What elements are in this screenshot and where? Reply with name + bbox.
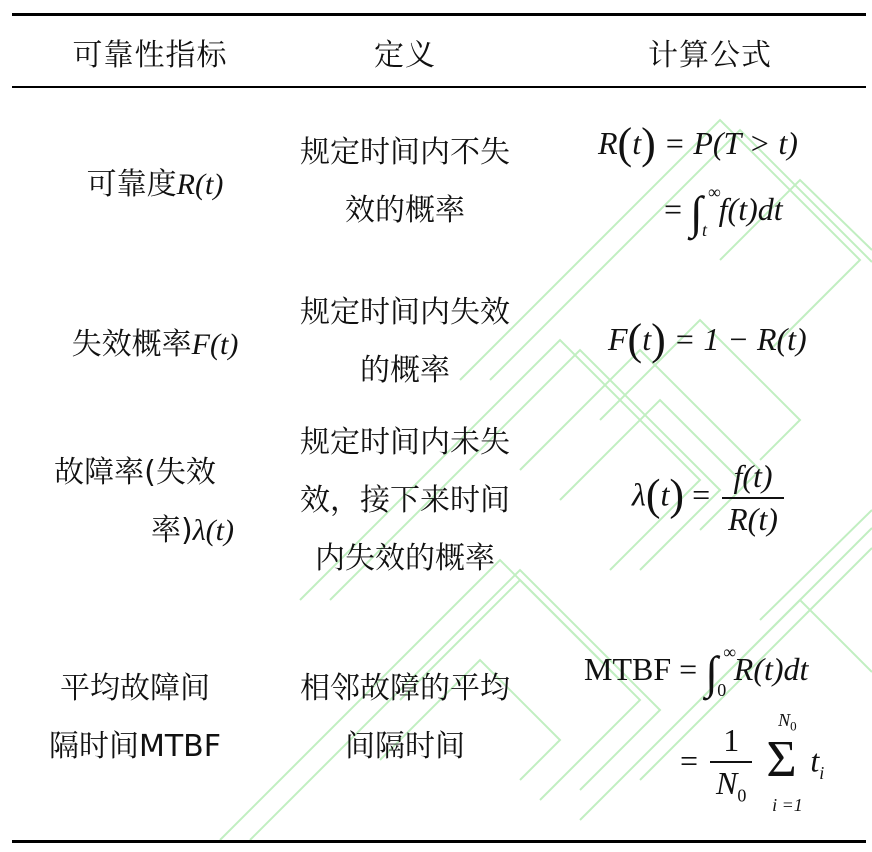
row1-indicator-math: R(t) xyxy=(176,168,224,201)
sum-upper-subscript: 0 xyxy=(790,718,797,734)
row2-definition xyxy=(280,284,530,400)
row4-definition xyxy=(280,660,530,776)
integral-lower-limit: 0 xyxy=(717,680,727,700)
integrand: f(t)dt xyxy=(718,191,783,227)
header-formula: 计算公式 xyxy=(648,38,772,73)
integrand: R(t)dt xyxy=(733,651,809,687)
table-header-rule xyxy=(12,86,866,88)
formula-rhs: = P(T > t) xyxy=(663,125,798,161)
header-indicator: 可靠性指标 xyxy=(72,38,228,73)
definition-line: 规定时间内未失 xyxy=(300,425,510,460)
row3-indicator-math: λ(t) xyxy=(192,514,234,547)
row2-indicator xyxy=(30,316,280,374)
definition-line: 规定时间内失效 xyxy=(300,295,510,330)
denominator-subscript: 0 xyxy=(737,785,747,806)
row4-indicator xyxy=(30,660,240,776)
equals-sign: = xyxy=(692,476,711,513)
integral-sign: ∫ ∞ 0 xyxy=(705,642,737,700)
indicator-line: 故障率(失效 xyxy=(54,455,216,490)
fraction-denominator xyxy=(710,763,752,806)
row1-indicator-text: 可靠度 xyxy=(86,167,177,202)
row1-formula-line1: R(t) = P(T > t) xyxy=(598,119,798,168)
row4-formula-line1 xyxy=(584,642,809,700)
summation xyxy=(764,710,810,816)
sum-upper-symbol: N xyxy=(778,710,791,731)
integral-upper-limit: ∞ xyxy=(708,182,721,202)
row4-formula-line2 xyxy=(680,710,825,816)
equals-sign: = xyxy=(664,191,683,227)
sum-term-subscript: i xyxy=(819,762,825,783)
indicator-line: 平均故障间 xyxy=(60,671,210,706)
indicator-line: 率) xyxy=(150,513,193,548)
sigma-icon: Σ xyxy=(766,731,797,789)
fraction xyxy=(710,722,752,806)
fraction-denominator: R(t) xyxy=(728,501,778,537)
definition-line: 内失效的概率 xyxy=(315,541,495,576)
row1-formula-line2 xyxy=(664,182,783,240)
sum-lower-limit: i =1 xyxy=(772,795,803,816)
row3-definition xyxy=(280,414,530,588)
row2-formula: F(t) = 1 − R(t) xyxy=(608,315,807,364)
formula-lhs: MTBF = xyxy=(584,651,698,687)
definition-line: 间隔时间 xyxy=(345,729,465,764)
denominator-symbol: N xyxy=(716,765,738,801)
formula-symbol: λ xyxy=(632,476,646,513)
row1-definition xyxy=(280,124,530,240)
row2-indicator-math: F(t) xyxy=(191,328,239,361)
integral-sign: ∫ ∞ t xyxy=(690,182,721,240)
row3-formula: λ(t) = $\frac{f(t)}{R(t)}$ xyxy=(632,458,788,538)
fraction-numerator: f(t) xyxy=(722,458,784,499)
fraction xyxy=(722,458,784,538)
row3-indicator xyxy=(30,444,240,560)
fraction-numerator: 1 xyxy=(710,722,752,763)
formula-rhs: = 1 − R(t) xyxy=(673,321,807,357)
definition-line: 效，接下来时间 xyxy=(300,483,510,518)
definition-line: 效的概率 xyxy=(345,193,465,228)
definition-line: 的概率 xyxy=(360,353,450,388)
integral-lower-limit: t xyxy=(702,220,708,240)
equals-sign: = xyxy=(680,742,699,779)
integral-upper-limit: ∞ xyxy=(723,642,737,662)
table-bottom-rule xyxy=(12,840,866,843)
indicator-line: 隔时间MTBF xyxy=(48,729,222,764)
sum-term: t xyxy=(810,742,820,779)
table-top-rule xyxy=(12,13,866,16)
row2-indicator-text: 失效概率 xyxy=(71,327,192,362)
header-definition: 定义 xyxy=(374,38,436,73)
row1-indicator xyxy=(30,156,280,214)
definition-line: 规定时间内不失 xyxy=(300,135,510,170)
definition-line: 相邻故障的平均 xyxy=(300,671,510,706)
formula-symbol: F xyxy=(608,321,628,357)
formula-symbol: R xyxy=(598,125,618,161)
